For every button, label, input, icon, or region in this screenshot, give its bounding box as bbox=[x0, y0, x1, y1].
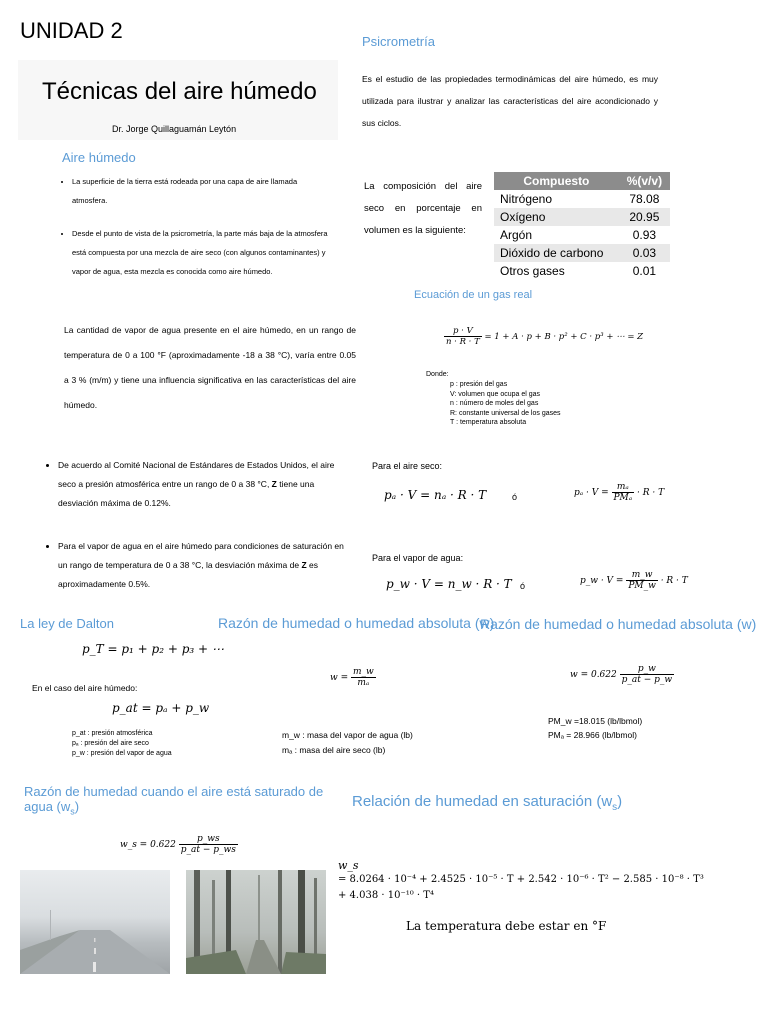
vapor-agua-o: ó bbox=[520, 581, 526, 591]
vapor-agua-eq2: p_w · V = $\frac{m\_w}{PM\_w}$ · R · T bbox=[580, 570, 688, 591]
psicrometria-text: Es el estudio de las propiedades termodinámicas del aire húmedo, es muy utilizada para ilustrar y analizar las características del aire acondicionado y sus ciclos. bbox=[362, 74, 658, 128]
compound-value: 0.01 bbox=[619, 262, 670, 280]
razon2-pm bbox=[548, 714, 642, 742]
gas-real-heading: Ecuación de un gas real bbox=[414, 289, 533, 301]
def-t: T : temperatura absoluta bbox=[450, 419, 527, 426]
vapor-agua-eq1: p_w · V = n_w · R · T bbox=[386, 577, 512, 591]
table-row bbox=[494, 208, 670, 226]
compound-name: Otros gases bbox=[494, 262, 619, 280]
header-pct: %(v/v) bbox=[619, 172, 670, 190]
table-row bbox=[494, 190, 670, 208]
aire-humedo-bullets bbox=[60, 172, 330, 281]
dalton-eq1: p_T = p₁ + p₂ + p₃ + ⋯ bbox=[82, 642, 224, 656]
compound-name: Oxígeno bbox=[494, 208, 619, 226]
razon2-eq: w = 0.622 $\frac{p\_w}{p\_at - p\_w}$ bbox=[570, 664, 673, 685]
gas-real-rhs: = 1 + A · p + B · p² + C · p³ + ⋯ = Z bbox=[484, 332, 644, 342]
dalton-defs bbox=[72, 729, 172, 759]
dalton-eq2: p_at = pₐ + p_w bbox=[112, 701, 210, 715]
aire-seco-label: Para el aire seco: bbox=[372, 461, 443, 471]
gas-real-defs bbox=[450, 380, 561, 428]
gas-real-fraction: $\frac{p \cdot V}{n \cdot R \cdot T}$ bbox=[446, 326, 480, 347]
razon1-eq: w = $\frac{m\_w}{\text{mₐ}}$ bbox=[330, 667, 374, 688]
bullet-comite: • De acuerdo al Comité Nacional de Estándares de Estados Unidos, el aire seco a presión atmosférica entre un rango de 0 a 38 °C, Z tiene una desviación máxima de 0.12%. bbox=[58, 456, 346, 513]
bullet-psicrometria: • Desde el punto de vista de la psicrometría, la parte más baja de la atmosfera está compuesta por una mezcla de aire seco (con algunos contaminantes) y vapor de agua, esta mezcla es conocida como aire húmedo. bbox=[72, 224, 330, 281]
table-header-row bbox=[494, 172, 670, 190]
razon1-defs bbox=[282, 728, 413, 758]
def-pa: pₐ : presión del aire seco bbox=[72, 740, 149, 747]
comite-bullets bbox=[46, 456, 346, 594]
bullet-vapor-saturacion: • Para el vapor de agua en el aire húmedo para condiciones de saturación en un rango de temperatura de 0 a 38 °C, la desviación máxima de Z es aproximadamente 0.5%. bbox=[58, 537, 346, 594]
gas-real-equation bbox=[444, 326, 643, 347]
relacion-heading: Relación de humedad en saturación $(w_s)$ bbox=[352, 793, 623, 813]
compound-name: Dióxido de carbono bbox=[494, 244, 619, 262]
saturado-heading: Razón de humedad cuando el aire está saturado de agua $(w_s)$ bbox=[24, 784, 324, 817]
relacion-ws: w_s bbox=[338, 859, 359, 872]
table-row bbox=[494, 226, 670, 244]
compound-value: 0.03 bbox=[619, 244, 670, 262]
table-row bbox=[494, 244, 670, 262]
vapor-paragraph: La cantidad de vapor de agua presente en el aire húmedo, en un rango de temperatura de 0 a 100 °F (aproximadamente -18 a 38 °C), varía entre 0.05 a 3 % (m/m) y tiene una influencia significativa en las características del aire húmedo. bbox=[64, 325, 356, 410]
forest-svg bbox=[186, 870, 326, 974]
relacion-line1: = 8.0264 · 10⁻⁴ + 2.4525 · 10⁻⁵ · T + 2.542 · 10⁻⁶ · T² − 2.585 · 10⁻⁸ · T³ bbox=[338, 874, 704, 885]
main-title: Técnicas del aire húmedo bbox=[42, 78, 317, 105]
def-pat: p_at : presión atmosférica bbox=[72, 730, 153, 737]
relacion-note: La temperatura debe estar en °F bbox=[406, 919, 607, 933]
aire-seco-eq2: pₐ · V = $\frac{\text{mₐ}}{\text{PMₐ}}$ · R · T bbox=[574, 482, 665, 503]
def-p: p : presión del gas bbox=[450, 381, 508, 388]
def-pw: p_w : presión del vapor de agua bbox=[72, 750, 172, 757]
compound-name: Nitrógeno bbox=[494, 190, 619, 208]
def-mw: m_w : masa del vapor de agua (lb) bbox=[282, 730, 413, 740]
unit-title: UNIDAD 2 bbox=[20, 18, 123, 43]
foggy-road-photo bbox=[20, 870, 170, 974]
pm-w: PM_w =18.015 (lb/lbmol) bbox=[548, 716, 643, 726]
header-compuesto: Compuesto bbox=[494, 172, 619, 190]
razon2-heading: Razón de humedad o humedad absoluta (w) bbox=[480, 616, 757, 632]
saturado-eq: w_s = 0.622 $\frac{p\_ws}{p\_at - p\_ws}$ bbox=[120, 834, 236, 855]
pm-a: PMₐ = 28.966 (lb/lbmol) bbox=[548, 730, 637, 740]
def-ma: mₐ : masa del aire seco (lb) bbox=[282, 745, 386, 755]
donde-label: Donde: bbox=[426, 371, 449, 378]
relacion-line2: + 4.038 · 10⁻¹⁰ · T⁴ bbox=[338, 890, 434, 901]
bullet-superficie: • La superficie de la tierra está rodeada por una capa de aire llamada atmosfera. bbox=[72, 172, 330, 210]
def-r: R: constante universal de los gases bbox=[450, 409, 561, 417]
compound-value: 20.95 bbox=[619, 208, 670, 226]
vapor-agua-label: Para el vapor de agua: bbox=[372, 553, 464, 563]
aire-seco-o: ó bbox=[512, 492, 518, 502]
aire-seco-eq1: pₐ · V = nₐ · R · T bbox=[384, 488, 487, 502]
def-v: V: volumen que ocupa el gas bbox=[450, 390, 541, 398]
aire-humedo-heading: Aire húmedo bbox=[62, 150, 136, 165]
table-row bbox=[494, 262, 670, 280]
def-n: n : número de moles del gas bbox=[450, 400, 539, 407]
compound-value: 0.93 bbox=[619, 226, 670, 244]
foggy-forest-photo bbox=[186, 870, 326, 974]
composition-table bbox=[494, 172, 670, 280]
compound-name: Argón bbox=[494, 226, 619, 244]
road-svg bbox=[20, 870, 170, 974]
psicrometria-heading: Psicrometría bbox=[362, 34, 435, 49]
composicion-text: La composición del aire seco en porcentaje en volumen es la siguiente: bbox=[364, 181, 482, 236]
compound-value: 78.08 bbox=[619, 190, 670, 208]
razon1-heading: Razón de humedad o humedad absoluta (w) bbox=[218, 615, 495, 631]
dalton-caso: En el caso del aire húmedo: bbox=[32, 683, 138, 693]
author: Dr. Jorge Quillaguamán Leytón bbox=[112, 124, 237, 134]
dalton-heading: La ley de Dalton bbox=[20, 616, 114, 631]
